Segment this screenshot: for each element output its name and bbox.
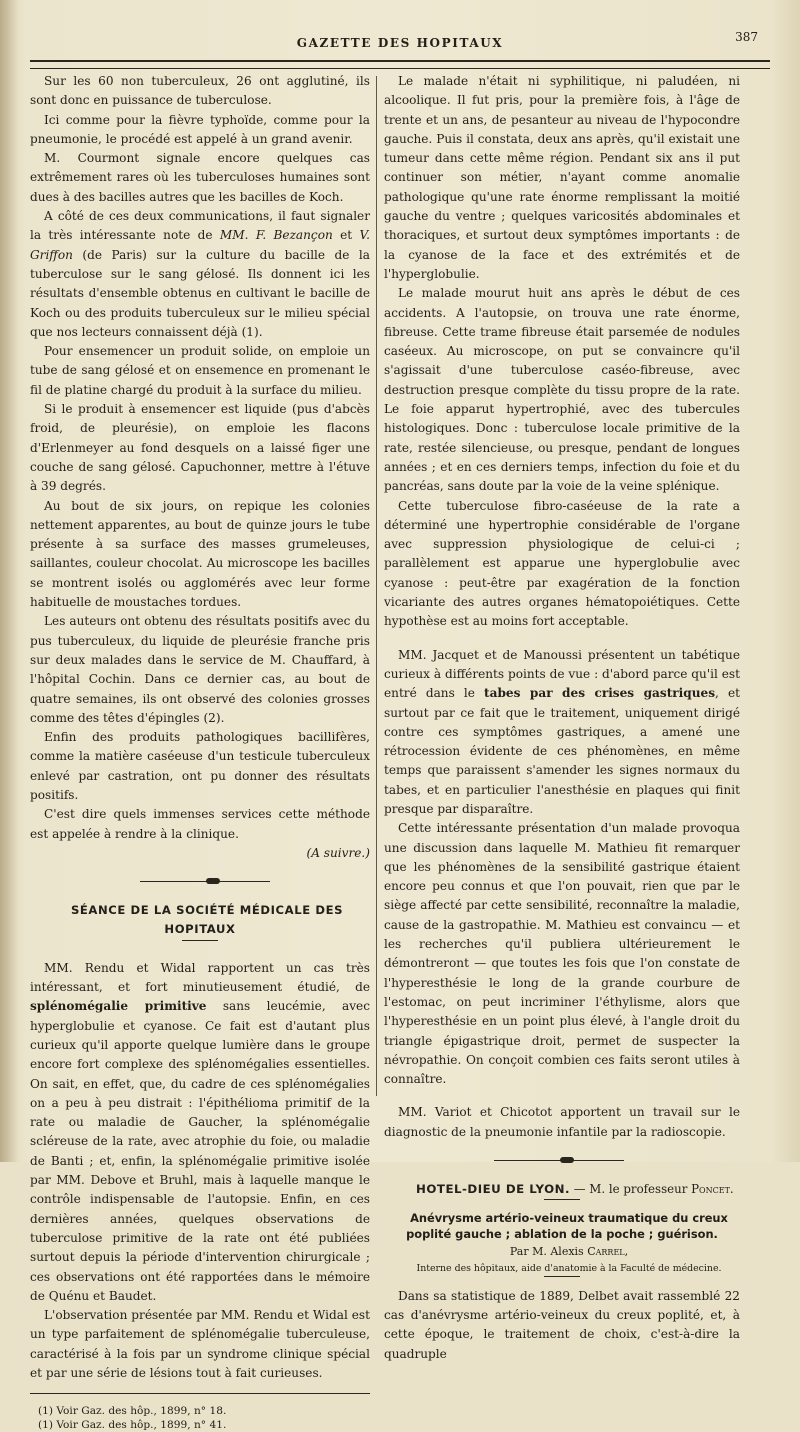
divider-line [140, 881, 270, 882]
professor-name: Poncet. [691, 1182, 734, 1197]
article-author [384, 1242, 740, 1261]
author-name: MM. F. Bezançon [219, 228, 333, 243]
author-name: V. Griffon [30, 228, 370, 262]
text-run: Par M. Alexis [509, 1245, 588, 1259]
author-name: Carrel, [587, 1245, 629, 1259]
paragraph: Les auteurs ont obtenu des résultats positifs avec du pus tuberculeux, du liquide de pleurésie franche pris sur deux malades dans le service de M. Chauffard, à l'hôpital Cochin. Dans ce dernier cas, au bout de quatre semaines, ils ont observé des colonies grosses comme des têtes d'épingles (2). [30, 614, 370, 725]
footnote-rule [30, 1393, 370, 1394]
paragraph: Dans sa statistique de 1889, Delbet avait rassemblé 22 cas d'anévrysme artério-veineux du creux poplité, et, à cette époque, le traitement de choix, c'est-à-dire la quadruple [384, 1288, 740, 1361]
short-rule [544, 1276, 580, 1277]
text-run: MM. Rendu et Widal rapportent un cas très intéressant, et fort minutieusement étudié, de [30, 960, 370, 995]
paragraph: Pour ensemencer un produit solide, on emploie un tube de sang gélosé et on ensemence en promenant le fil de platine chargé du produit à la surface du milieu. [30, 344, 370, 397]
hospital-heading [384, 1180, 740, 1199]
paragraph-jacquet [384, 646, 740, 820]
ornamental-divider [384, 1150, 740, 1174]
section-title: SÉANCE DE LA SOCIÉTÉ MÉDICALE DES HOPITAUX [70, 903, 344, 937]
footnote: (1) Voir Gaz. des hôp., 1899, n° 41. [38, 1419, 227, 1432]
paragraph: Au bout de six jours, on repique les colonies nettement apparentes, au bout de quinze jours le tube présente à sa surface des masses grumeleuses, saillantes, couleur chocolat. Au microscope les bacilles se montrent isolés ou agglomérés avec leur forme habituelle de moustaches tordues. [30, 498, 370, 610]
paragraph: C'est dire quels immenses services cette méthode est appelée à rendre à la clinique. [30, 807, 370, 841]
paragraph: M. Courmont signale encore quelques cas extrêmement rares où les tuberculoses humaines sont dues à des bacilles autres que les bacilles de Koch. [30, 151, 370, 204]
paragraph: Sur les 60 non tuberculeux, 26 ont agglutiné, ils sont donc en puissance de tuberculose. [30, 74, 370, 108]
text-run: A côté de ces deux communications, il faut signaler la très intéressante note de [30, 209, 370, 243]
ornamental-divider [30, 871, 370, 895]
paragraph: MM. Variot et Chicotot apportent un travail sur le diagnostic de la pneumonie infantile par la radioscopie. [384, 1105, 740, 1139]
page-number: 387 [735, 30, 758, 44]
divider-ornament [560, 1157, 574, 1163]
text-run: — M. le professeur [570, 1182, 692, 1197]
right-column [384, 72, 740, 1364]
text-run: , et surtout par ce fait que le traitement, uniquement dirigé contre ces symptômes gastriques, a amené une rétrocession évidente de ces phénomènes, en même temps que paraissent s'amender les signes normaux du tabes, et en particulier l'anesthésie en plaques qui finit presque par disparaître. [384, 686, 740, 816]
paragraph-rendu-widal [30, 959, 370, 1306]
column-separator [376, 76, 377, 1096]
divider-ornament [206, 878, 220, 884]
author-affiliation: Interne des hôpitaux, aide d'anatomie à la Faculté de médecine. [416, 1262, 722, 1274]
header-rule [30, 60, 770, 69]
page-gutter-shadow [0, 0, 18, 1162]
to-be-continued: (A suivre.) [306, 845, 370, 860]
hospital-name: HOTEL-DIEU DE LYON. [416, 1182, 570, 1197]
article-title: Anévrysme artério-veineux traumatique du creux poplité gauche ; ablation de la poche ; guérison. [406, 1211, 728, 1242]
footnote: (1) Voir Gaz. des hôp., 1899, n° 18. [38, 1405, 227, 1418]
paragraph: L'observation présentée par MM. Rendu et Widal est un type parfaitement de splénomégalie tuberculeuse, caractérisé à la fois par un syndrome clinique spécial et par une série de lésions tout à fait curieuses. [30, 1308, 370, 1380]
left-column [30, 72, 370, 1432]
short-rule [544, 1199, 580, 1200]
text-run: et [332, 228, 360, 243]
paragraph: Le malade n'était ni syphilitique, ni paludéen, ni alcoolique. Il fut pris, pour la première fois, à l'âge de trente et un ans, de pesanteur au niveau de l'hypocondre gauche. Puis il constata, deux ans après, qu'il existait une tumeur dans cette même région. Pendant six ans il put continuer son métier, n'ayant comme anomalie pathologique qu'une rate énorme remplissant la moitié gauche du ventre ; quelques varicosités abdominales et thoraciques, et surtout deux symptômes importants : de la cyanose de la face et des extrémités et de l'hyperglobulie. [384, 74, 740, 281]
text-run: (de Paris) sur la culture du bacille de la tuberculose sur le sang gélosé. Ils donnent ici les résultats d'ensemble obtenus en cultivant le bacille de Koch ou des produits tuberculeux sur le milieu spécial que nos lecteurs connaissent déjà (1). [30, 247, 370, 339]
journal-title: GAZETTE DES HOPITAUX [296, 36, 504, 50]
paragraph: Cette intéressante présentation d'un malade provoqua une discussion dans laquelle M. Mathieu fit remarquer que les phénomènes de la sensibilité gastrique étaient encore peu connus et que l'on pouvait, rien que par le siège affecté par cette sensibilité, reconnaître la maladie, cause de la gastropathie. M. Mathieu est convaincu — et les recherches qu'il publiera ultérieurement le démontreront — que toutes les fois que l'on constate de l'hyperesthésie le long de la grande courbure de l'estomac, on peut incriminer l'éthylisme, alors que l'hyperesthésie en un point plus élevé, à l'angle droit du triangle épigastrique droit, permet de suspecter la névropathie. On conçoit combien ces faits seront utiles à connaître. [384, 821, 740, 1087]
text-run: sans leucémie, avec hyperglobulie et cyanose. Ce fait est d'autant plus curieux qu'il apporte quelque lumière dans le groupe encore fort complexe des splénomégalies essentielles. On sait, en effet, que, du cadre de ces splénomégalies on a peu à peu distrait : l'épithélioma primitif de la rate ou maladie de Gaucher, la splénomégalie scléreuse de la rate, avec atrophie du foie, ou maladie de Banti ; et, enfin, la splénomégalie primitive isolée par MM. Debove et Bruhl, mais à laquelle manque le contrôle indispensable de l'autopsie. Enfin, en ces dernières années, quelques observations de tuberculose primitive de la rate ont été publiées surtout depuis la période d'intervention chirurgicale ; ces observations ont été rapportées dans le mémoire de Quénu et Baudet. [30, 999, 370, 1303]
paragraph-bezancon [30, 207, 370, 342]
footnotes [30, 1404, 370, 1432]
paragraph: Cette tuberculose fibro-caséeuse de la rate a déterminé une hypertrophie considérable de l'organe avec suppression physiologique de celui-ci ; parallèlement est apparue une hyperglobulie avec cyanose : peut-être par exagération de la fonction vicariante des autres organes hématopoiétiques. Cette hypothèse est au moins fort acceptable. [384, 498, 740, 629]
paragraph: Le malade mourut huit ans après le début de ces accidents. A l'autopsie, on trouva une rate énorme, fibreuse. Cette trame fibreuse était parsemée de nodules caséeux. Au microscope, on put se convaincre qu'il s'agissait d'une tuberculose caséo-fibreuse, avec destruction presque complète du tissu propre de la rate. Le foie apparut hypertrophié, avec des tubercules histologiques. Donc : tuberculose locale primitive de la rate, restée silencieuse, ou presque, pendant de longues années ; et en ces derniers temps, infection du foie et du pancréas, sans doute par la voie de la veine splénique. [384, 286, 740, 494]
text-run: MM. Jacquet et de Manoussi présentent un tabétique curieux à différents points de vue : d'abord parce qu'il est entré dans le [384, 647, 740, 701]
bold-term: tabes par des crises gastriques [484, 686, 716, 701]
short-rule [182, 940, 218, 941]
paragraph: Ici comme pour la fièvre typhoïde, comme pour la pneumonie, le procédé est appelé à un grand avenir. [30, 112, 370, 146]
divider-line [494, 1160, 624, 1161]
paragraph: Si le produit à ensemencer est liquide (pus d'abcès froid, de pleurésie), on emploie les flacons d'Erlenmeyer au fond desquels on a laissé figer une couche de sang gélosé. Capuchonner, mettre à l'étuve à 39 degrés. [30, 402, 370, 494]
paragraph: Enfin des produits pathologiques bacillifères, comme la matière caséeuse d'un testicule tuberculeux enlevé par castration, ont pu donner des résultats positifs. [30, 730, 370, 802]
page-header [0, 30, 800, 54]
bold-term: splénomégalie primitive [30, 999, 207, 1014]
